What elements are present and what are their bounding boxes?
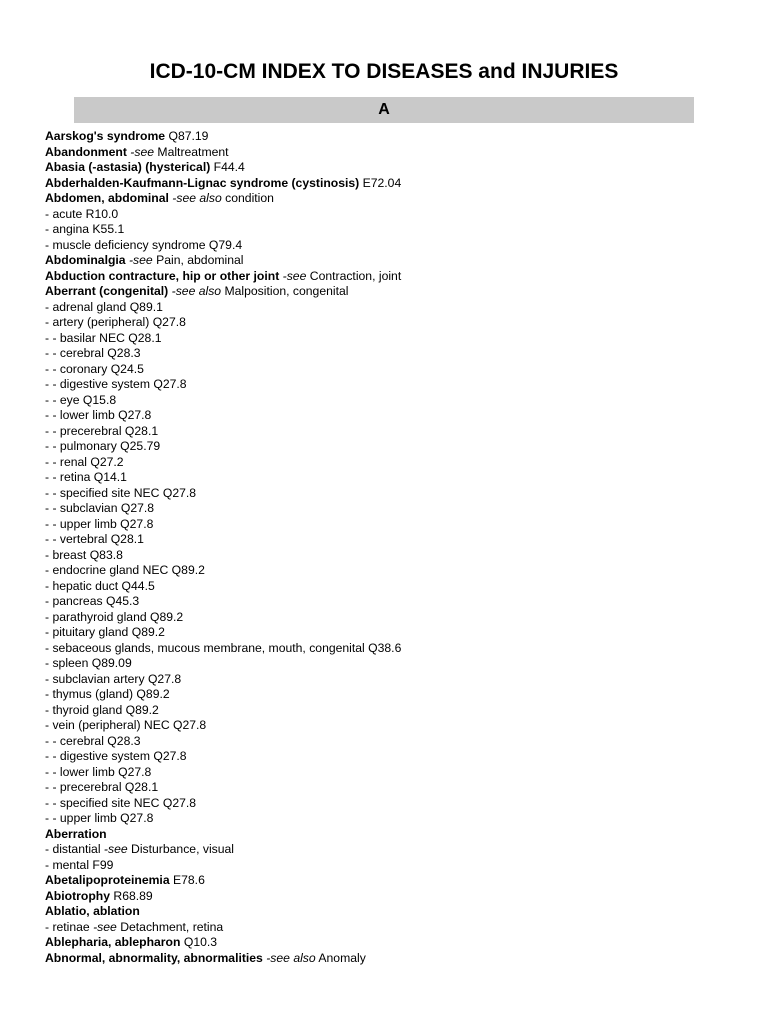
entry-term: - mental F99 [45, 857, 114, 872]
index-entry [45, 548, 745, 564]
index-entry [45, 439, 745, 455]
entry-term: - - digestive system Q27.8 [45, 377, 187, 391]
entry-term: - thyroid gland Q89.2 [45, 702, 159, 717]
index-entry [45, 625, 745, 641]
entry-term: Aarskog's syndrome [45, 129, 166, 143]
entry-term: - - lower limb Q27.8 [45, 408, 152, 422]
entry-term: Aberrant (congenital) [45, 284, 169, 298]
entry-see-reference: -see also [168, 284, 222, 298]
index-entry [45, 889, 745, 905]
entry-term: - pituitary gland Q89.2 [45, 625, 165, 639]
index-entry [45, 796, 745, 812]
page-title: ICD-10-CM INDEX TO DISEASES and INJURIES [149, 60, 619, 83]
entry-term: Abderhalden-Kaufmann-Lignac syndrome (cystinosis) [45, 175, 360, 190]
entry-see-reference: -see [126, 144, 155, 159]
entry-term: - spleen Q89.09 [45, 656, 132, 670]
entry-term: - - retina Q14.1 [45, 470, 127, 484]
entry-term: - sebaceous glands, mucous membrane, mouth, congenital Q38.6 [45, 640, 402, 655]
entry-code: E72.04 [359, 175, 402, 190]
entry-term: - endocrine gland NEC Q89.2 [45, 563, 205, 577]
index-entry [45, 873, 745, 889]
index-entry [45, 284, 745, 300]
index-entry [45, 951, 745, 967]
entry-code: E78.6 [169, 873, 205, 887]
entry-cross-reference: Detachment, retina [116, 919, 224, 934]
entry-term: Ablepharia, ablepharon [45, 935, 181, 949]
entry-term: - artery (peripheral) Q27.8 [45, 315, 186, 329]
entry-term: - - precerebral Q28.1 [45, 423, 159, 438]
index-entry [45, 532, 745, 548]
entry-term: - thymus (gland) Q89.2 [45, 687, 170, 701]
index-entry [45, 455, 745, 471]
entry-term: - - specified site NEC Q27.8 [45, 795, 197, 810]
entry-term: Abetalipoproteinemia [45, 873, 170, 887]
entry-term: - - eye Q15.8 [45, 392, 117, 407]
entry-see-reference: -see also [262, 950, 316, 965]
index-entry [45, 300, 745, 316]
entry-term: - breast Q83.8 [45, 547, 123, 562]
index-entry [45, 610, 745, 626]
entry-term: - parathyroid gland Q89.2 [45, 609, 184, 624]
entry-see-reference: -see [125, 253, 153, 267]
entry-term: - - coronary Q24.5 [45, 361, 144, 376]
section-letter-header [74, 97, 694, 123]
index-entry [45, 734, 745, 750]
entry-see-reference: -see [89, 919, 117, 934]
entry-code: Q10.3 [180, 935, 218, 949]
entry-term: - muscle deficiency syndrome Q79.4 [45, 237, 243, 252]
entry-term: - distantial [45, 842, 101, 856]
index-entry [45, 811, 745, 827]
index-entry [45, 191, 745, 207]
index-entry-list [45, 129, 745, 966]
section-letter: A [378, 101, 390, 118]
index-entry [45, 687, 745, 703]
entry-term: - - lower limb Q27.8 [45, 764, 152, 779]
entry-term: Abnormal, abnormality, abnormalities [45, 950, 263, 965]
entry-term: - angina K55.1 [45, 222, 125, 236]
index-entry [45, 269, 745, 285]
index-entry [45, 935, 745, 951]
entry-term: - vein (peripheral) NEC Q27.8 [45, 718, 207, 732]
index-entry [45, 129, 745, 145]
entry-term: Aberration [45, 826, 107, 841]
entry-cross-reference: Anomaly [315, 950, 366, 965]
entry-code: Q87.19 [165, 129, 209, 143]
entry-term: - - pulmonary Q25.79 [45, 439, 161, 453]
index-entry [45, 656, 745, 672]
index-entry [45, 563, 745, 579]
index-entry [45, 160, 745, 176]
index-entry [45, 641, 745, 657]
entry-term: Abasia (-astasia) (hysterical) [45, 160, 211, 174]
entry-cross-reference: Disturbance, visual [127, 842, 235, 856]
entry-term: - retinae [45, 919, 90, 934]
entry-term: Abdomen, abdominal [45, 191, 169, 205]
entry-term: - acute R10.0 [45, 206, 119, 221]
entry-cross-reference: Maltreatment [154, 144, 229, 159]
entry-term: - subclavian artery Q27.8 [45, 671, 182, 686]
index-entry [45, 672, 745, 688]
entry-cross-reference: Malposition, congenital [221, 284, 349, 298]
entry-term: - - upper limb Q27.8 [45, 516, 154, 531]
index-entry [45, 145, 745, 161]
entry-cross-reference: condition [221, 191, 274, 205]
entry-term: - - upper limb Q27.8 [45, 811, 154, 825]
index-entry [45, 594, 745, 610]
index-entry [45, 207, 745, 223]
entry-term: - - cerebral Q28.3 [45, 733, 141, 748]
index-entry [45, 517, 745, 533]
index-entry [45, 393, 745, 409]
entry-term: - pancreas Q45.3 [45, 594, 140, 608]
entry-term: Abandonment [45, 144, 127, 159]
index-entry [45, 703, 745, 719]
index-entry [45, 486, 745, 502]
entry-see-reference: -see [100, 842, 128, 856]
index-entry [45, 424, 745, 440]
entry-term: Abiotrophy [45, 888, 110, 903]
index-entry [45, 920, 745, 936]
entry-see-reference: -see also [168, 191, 222, 205]
index-entry [45, 780, 745, 796]
index-entry [45, 176, 745, 192]
entry-term: Abdominalgia [45, 253, 126, 267]
index-entry [45, 222, 745, 238]
index-entry [45, 470, 745, 486]
entry-cross-reference: Pain, abdominal [152, 253, 244, 267]
index-entry [45, 749, 745, 765]
entry-term: - hepatic duct Q44.5 [45, 578, 155, 593]
index-entry [45, 827, 745, 843]
index-entry [45, 315, 745, 331]
index-entry [45, 253, 745, 269]
index-entry [45, 346, 745, 362]
index-entry [45, 362, 745, 378]
index-entry [45, 331, 745, 347]
entry-term: - - digestive system Q27.8 [45, 749, 187, 763]
entry-term: - adrenal gland Q89.1 [45, 299, 163, 314]
entry-term: - - specified site NEC Q27.8 [45, 485, 197, 500]
entry-term: - - basilar NEC Q28.1 [45, 330, 162, 345]
index-entry [45, 579, 745, 595]
index-entry [45, 238, 745, 254]
entry-term: Abduction contracture, hip or other joint [45, 268, 280, 283]
index-entry [45, 377, 745, 393]
entry-term: - - subclavian Q27.8 [45, 501, 155, 515]
entry-term: - - renal Q27.2 [45, 454, 124, 469]
index-entry [45, 765, 745, 781]
index-entry [45, 501, 745, 517]
entry-term: - - precerebral Q28.1 [45, 780, 159, 794]
index-entry [45, 408, 745, 424]
entry-code: F44.4 [210, 160, 245, 174]
index-entry [45, 718, 745, 734]
index-entry [45, 858, 745, 874]
entry-term: Ablatio, ablation [45, 904, 140, 918]
entry-term: - - vertebral Q28.1 [45, 532, 144, 546]
entry-cross-reference: Contraction, joint [306, 268, 402, 283]
index-entry [45, 904, 745, 920]
entry-term: - - cerebral Q28.3 [45, 346, 141, 360]
index-entry [45, 842, 745, 858]
entry-code: R68.89 [110, 888, 153, 903]
entry-see-reference: -see [279, 268, 307, 283]
